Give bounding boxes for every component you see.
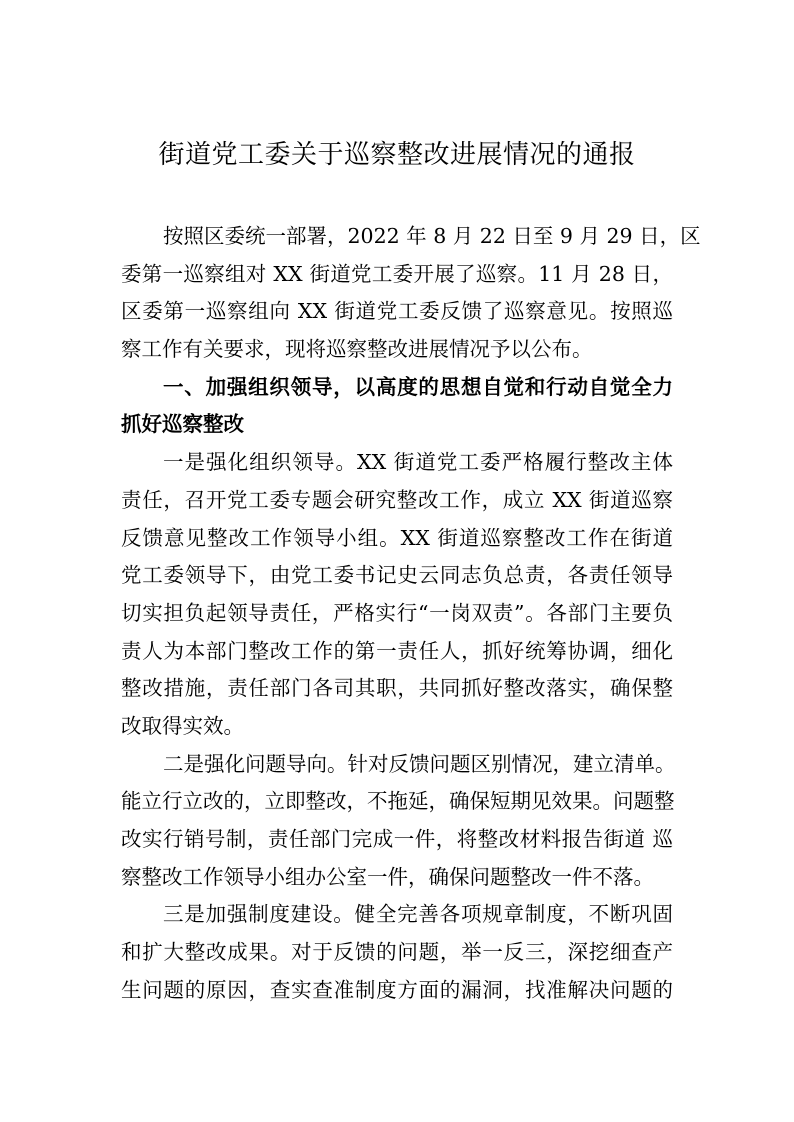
text-line: 察整改工作领导小组办公室一件，确保问题整改一件不落。 — [121, 864, 654, 889]
heading-line: 一、加强组织领导，以高度的思想自觉和行动自觉全力 — [163, 374, 673, 399]
text-line: 党工委领导下，由党工委书记史云同志负总责，各责任领导 — [121, 563, 673, 588]
text-line: 生问题的原因，查实查准制度方面的漏洞，找准解决问题的 — [121, 977, 673, 1002]
document-body — [121, 218, 701, 1009]
paragraph-intro — [121, 218, 701, 369]
text-line: 区委第一巡察组向 XX 街道党工委反馈了巡察意见。按照巡 — [121, 299, 673, 324]
text-line: 一是强化组织领导。XX 街道党工委严格履行整改主体 — [163, 450, 673, 475]
paragraph-system-building — [121, 896, 673, 1009]
text-line: 反馈意见整改工作领导小组。XX 街道巡察整改工作在街道 — [121, 525, 673, 550]
text-line: 责任，召开党工委专题会研究整改工作，成立 XX 街道巡察 — [121, 487, 673, 512]
text-line: 按照区委统一部署，2022 年 8 月 22 日至 9 月 29 日，区 — [163, 224, 701, 248]
text-line: 切实担负起领导责任，严格实行“一岗双责”。各部门主要负 — [121, 600, 673, 625]
text-line: 改取得实效。 — [121, 713, 244, 738]
text-line: 整改措施，责任部门各司其职，共同抓好整改落实，确保整 — [121, 676, 673, 701]
text-line: 改实行销号制，责任部门完成一件，将整改材料报告街道 巡 — [121, 827, 673, 851]
heading-line: 抓好巡察整改 — [121, 412, 244, 437]
text-line: 三是加强制度建设。健全完善各项规章制度，不断巩固 — [163, 902, 673, 927]
section-heading-1 — [121, 369, 673, 444]
text-line: 责人为本部门整改工作的第一责任人，抓好统筹协调，细化 — [121, 638, 673, 663]
text-line: 委第一巡察组对 XX 街道党工委开展了巡察。11 月 28 日， — [121, 261, 673, 286]
text-line: 能立行立改的，立即整改，不拖延，确保短期见效果。问题整 — [121, 789, 675, 814]
paragraph-problem-orientation — [121, 746, 676, 897]
text-line: 察工作有关要求，现将巡察整改进展情况予以公布。 — [121, 337, 593, 362]
text-line: 和扩大整改成果。对于反馈的问题，举一反三，深挖细查产 — [121, 940, 673, 965]
document-title: 街道党工委关于巡察整改进展情况的通报 — [158, 140, 636, 170]
paragraph-organization — [121, 444, 673, 746]
text-line: 二是强化问题导向。针对反馈问题区别情况，建立清单。 — [163, 751, 676, 776]
